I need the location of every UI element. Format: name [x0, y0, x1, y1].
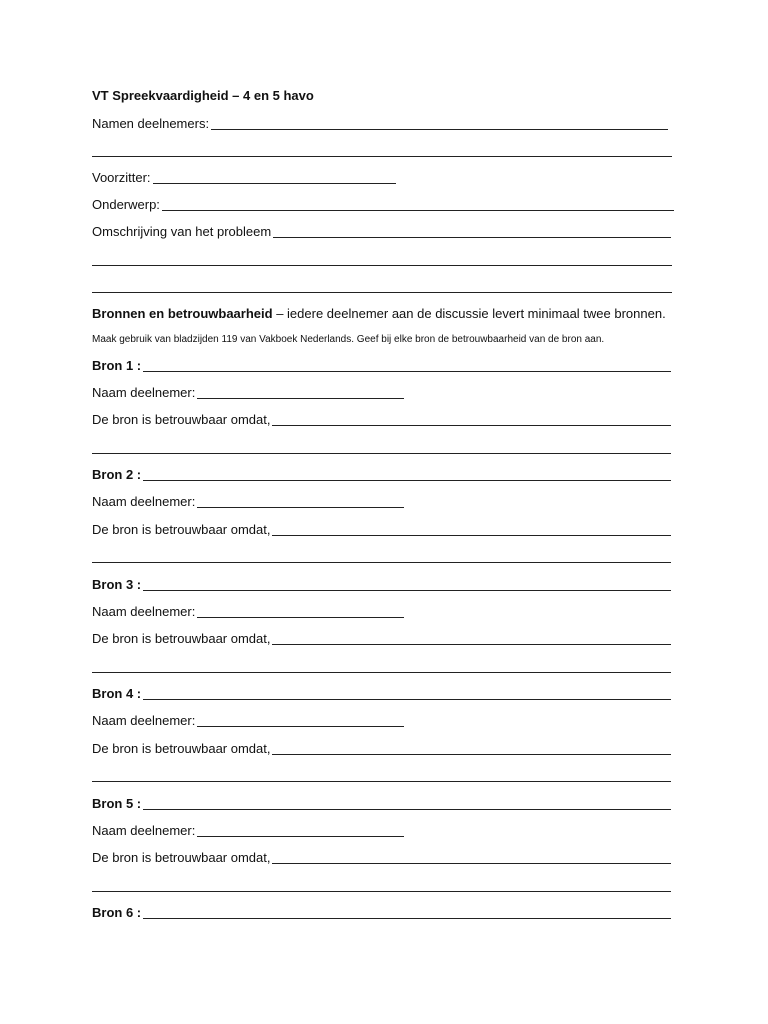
- source-1-label: Bron 1 :: [92, 358, 142, 373]
- source-4-reliability-field[interactable]: [92, 737, 671, 757]
- source-2-reliability-label: De bron is betrouwbaar omdat,: [92, 522, 271, 537]
- source-5-line[interactable]: [143, 809, 671, 810]
- source-3-participant-label: Naam deelnemer:: [92, 604, 196, 619]
- names-label: Namen deelnemers:: [92, 116, 210, 131]
- source-2-participant-line[interactable]: [197, 507, 404, 508]
- chair-label: Voorzitter:: [92, 170, 151, 185]
- source-5-reliability-line[interactable]: [272, 863, 671, 864]
- document-title: VT Spreekvaardigheid – 4 en 5 havo: [92, 88, 314, 103]
- problem-continuation-line-2[interactable]: [92, 292, 672, 293]
- source-1-participant-line[interactable]: [197, 398, 404, 399]
- source-2-reliability-field[interactable]: [92, 518, 671, 538]
- source-1-reliability-label: De bron is betrouwbaar omdat,: [92, 412, 271, 427]
- source-5-reliability-continuation-line[interactable]: [92, 891, 671, 892]
- source-3-reliability-label: De bron is betrouwbaar omdat,: [92, 631, 271, 646]
- source-1-line[interactable]: [143, 371, 671, 372]
- source-1-reliability-continuation[interactable]: [92, 436, 671, 456]
- source-4-reliability-line[interactable]: [272, 754, 671, 755]
- source-5-label: Bron 5 :: [92, 796, 142, 811]
- source-1-reliability-line[interactable]: [272, 425, 671, 426]
- source-2-reliability-line[interactable]: [272, 535, 671, 536]
- topic-field[interactable]: [92, 193, 674, 213]
- source-2-field[interactable]: [92, 463, 671, 483]
- source-3-label: Bron 3 :: [92, 577, 142, 592]
- source-5-participant-field[interactable]: [92, 819, 404, 839]
- names-line[interactable]: [211, 129, 668, 130]
- chair-line[interactable]: [153, 183, 396, 184]
- sources-heading-rest: – iedere deelnemer aan de discussie levert minimaal twee bronnen.: [272, 306, 666, 321]
- source-3-participant-field[interactable]: [92, 600, 404, 620]
- source-1-field[interactable]: [92, 354, 671, 374]
- source-4-participant-field[interactable]: [92, 709, 404, 729]
- source-1-participant-field[interactable]: [92, 381, 404, 401]
- problem-continuation-field-1[interactable]: [92, 248, 672, 268]
- source-3-reliability-continuation[interactable]: [92, 655, 671, 675]
- source-5-reliability-field[interactable]: [92, 846, 671, 866]
- source-2-reliability-continuation[interactable]: [92, 545, 671, 565]
- sources-heading-bold: Bronnen en betrouwbaarheid: [92, 306, 273, 321]
- source-5-field[interactable]: [92, 792, 671, 812]
- source-4-reliability-continuation[interactable]: [92, 764, 671, 784]
- source-4-label: Bron 4 :: [92, 686, 142, 701]
- source-5-participant-line[interactable]: [197, 836, 404, 837]
- source-5-reliability-continuation[interactable]: [92, 874, 671, 894]
- source-6-line[interactable]: [143, 918, 671, 919]
- source-3-participant-line[interactable]: [197, 617, 404, 618]
- source-4-participant-line[interactable]: [197, 726, 404, 727]
- source-4-reliability-label: De bron is betrouwbaar omdat,: [92, 741, 271, 756]
- problem-continuation-field-2[interactable]: [92, 275, 672, 295]
- source-1-reliability-continuation-line[interactable]: [92, 453, 671, 454]
- source-5-reliability-label: De bron is betrouwbaar omdat,: [92, 850, 271, 865]
- source-5-participant-label: Naam deelnemer:: [92, 823, 196, 838]
- sources-heading: [92, 306, 666, 322]
- chair-field[interactable]: [92, 166, 396, 186]
- source-6-label: Bron 6 :: [92, 905, 142, 920]
- topic-line[interactable]: [162, 210, 674, 211]
- source-3-reliability-line[interactable]: [272, 644, 671, 645]
- topic-label: Onderwerp:: [92, 197, 160, 212]
- source-1-reliability-field[interactable]: [92, 408, 671, 428]
- names-continuation-field[interactable]: [92, 139, 672, 159]
- source-2-label: Bron 2 :: [92, 467, 142, 482]
- problem-continuation-line-1[interactable]: [92, 265, 672, 266]
- source-4-line[interactable]: [143, 699, 671, 700]
- source-4-reliability-continuation-line[interactable]: [92, 781, 671, 782]
- problem-field[interactable]: [92, 220, 671, 240]
- source-1-participant-label: Naam deelnemer:: [92, 385, 196, 400]
- source-4-participant-label: Naam deelnemer:: [92, 713, 196, 728]
- names-field[interactable]: [92, 112, 668, 132]
- problem-line[interactable]: [273, 237, 671, 238]
- source-2-reliability-continuation-line[interactable]: [92, 562, 671, 563]
- source-2-line[interactable]: [143, 480, 671, 481]
- source-6-field[interactable]: [92, 901, 671, 921]
- source-3-line[interactable]: [143, 590, 671, 591]
- problem-label: Omschrijving van het probleem: [92, 224, 272, 239]
- source-3-reliability-continuation-line[interactable]: [92, 672, 671, 673]
- source-4-field[interactable]: [92, 682, 671, 702]
- source-3-field[interactable]: [92, 573, 671, 593]
- sources-instruction: Maak gebruik van bladzijden 119 van Vakboek Nederlands. Geef bij elke bron de betrouwbaarheid van de bron aan.: [92, 334, 605, 345]
- source-2-participant-label: Naam deelnemer:: [92, 494, 196, 509]
- source-2-participant-field[interactable]: [92, 490, 404, 510]
- names-continuation-line[interactable]: [92, 156, 672, 157]
- source-3-reliability-field[interactable]: [92, 627, 671, 647]
